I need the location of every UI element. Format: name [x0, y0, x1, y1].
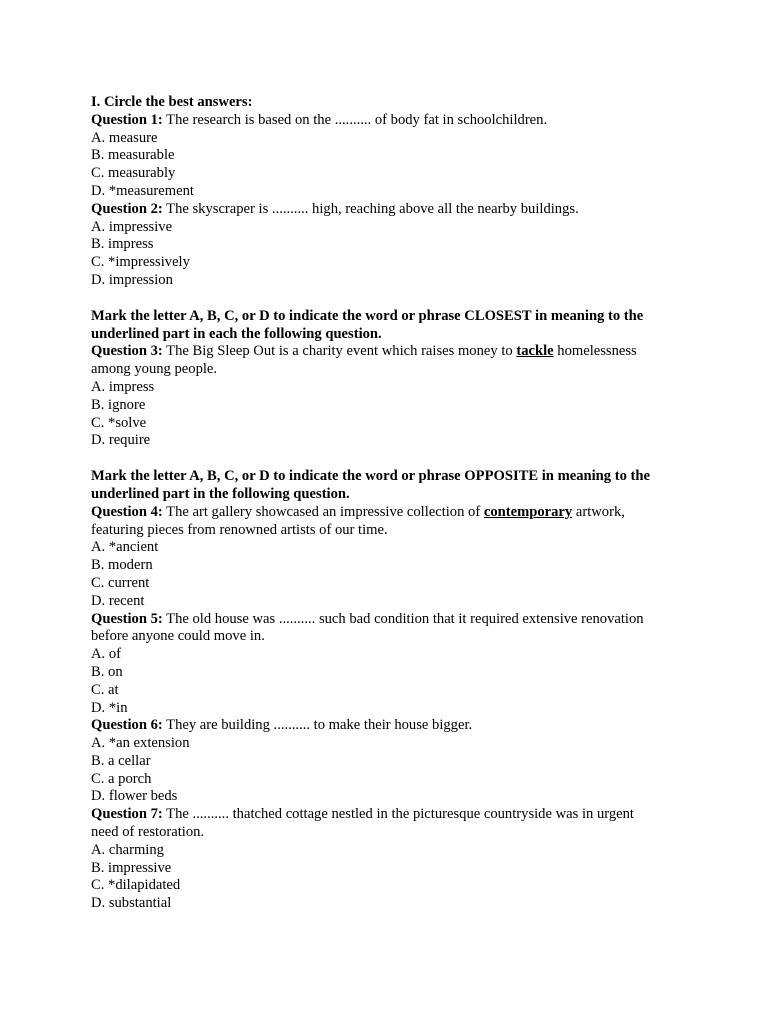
spacer — [91, 450, 691, 468]
option-b: B. modern — [91, 557, 153, 574]
option-d: D. *measurement — [91, 182, 194, 199]
option-d: D. require — [91, 432, 151, 449]
spacer — [91, 290, 691, 308]
question-6 — [91, 717, 691, 735]
question-text-before: The Big Sleep Out is a charity event which raises money to — [162, 343, 517, 360]
option-c: C. a porch — [91, 770, 152, 787]
option-b: B. impress — [91, 236, 154, 253]
question-label: Question 2: — [91, 200, 163, 217]
question-label: Question 4: — [91, 503, 163, 520]
underlined-word: tackle — [516, 343, 554, 360]
option-c: C. at — [91, 681, 119, 698]
question-7 — [91, 806, 661, 842]
section-heading: I. Circle the best answers: — [91, 94, 253, 110]
option-b: B. ignore — [91, 396, 146, 413]
document-page — [91, 94, 691, 913]
question-label: Question 3: — [91, 343, 163, 360]
option-a: A. impress — [91, 378, 155, 395]
option-a: A. impressive — [91, 218, 173, 235]
option-c: C. *dilapidated — [91, 877, 181, 894]
question-text: The skyscraper is .......... high, reaching above all the nearby buildings. — [162, 200, 579, 217]
option-d: D. substantial — [91, 895, 172, 912]
option-b: B. on — [91, 663, 123, 680]
question-1 — [91, 112, 691, 130]
question-text: The .......... thatched cottage nestled in the picturesque countryside was in urgent need of restoration. — [91, 806, 634, 841]
question-label: Question 6: — [91, 717, 163, 734]
question-text: The research is based on the .......... of body fat in schoolchildren. — [162, 111, 548, 128]
question-label: Question 1: — [91, 111, 163, 128]
option-c: C. measurably — [91, 165, 176, 182]
question-5 — [91, 611, 671, 647]
option-c: C. *impressively — [91, 254, 190, 271]
question-text-after: homelessness among young people. — [91, 343, 637, 378]
option-b: B. impressive — [91, 859, 172, 876]
option-d: D. flower beds — [91, 788, 178, 805]
question-text-before: The art gallery showcased an impressive collection of — [162, 503, 484, 520]
question-label: Question 5: — [91, 610, 163, 627]
option-b: B. measurable — [91, 147, 175, 164]
question-text-after: artwork, featuring pieces from renowned artists of our time. — [91, 503, 625, 538]
option-c: C. current — [91, 574, 150, 591]
option-d: D. *in — [91, 699, 128, 716]
option-a: A. of — [91, 646, 121, 663]
question-2 — [91, 201, 691, 219]
option-d: D. recent — [91, 592, 145, 609]
option-a: A. *ancient — [91, 539, 159, 556]
question-label: Question 7: — [91, 806, 163, 823]
option-a: A. charming — [91, 841, 164, 858]
question-4 — [91, 504, 661, 540]
section-instruction-closest: Mark the letter A, B, C, or D to indicate the word or phrase CLOSEST in meaning to the underlined part in each the following question. — [91, 307, 644, 342]
option-b: B. a cellar — [91, 752, 151, 769]
question-text: They are building .......... to make their house bigger. — [162, 717, 473, 734]
section-instruction-opposite: Mark the letter A, B, C, or D to indicate the word or phrase OPPOSITE in meaning to the underlined part in the following question. — [91, 468, 650, 502]
question-text: The old house was .......... such bad condition that it required extensive renovation before anyone could move in. — [91, 610, 644, 645]
option-d: D. impression — [91, 271, 173, 288]
option-a: A. *an extension — [91, 735, 190, 752]
question-3 — [91, 343, 661, 379]
option-a: A. measure — [91, 129, 158, 146]
underlined-word: contemporary — [483, 503, 573, 520]
option-c: C. *solve — [91, 414, 147, 431]
